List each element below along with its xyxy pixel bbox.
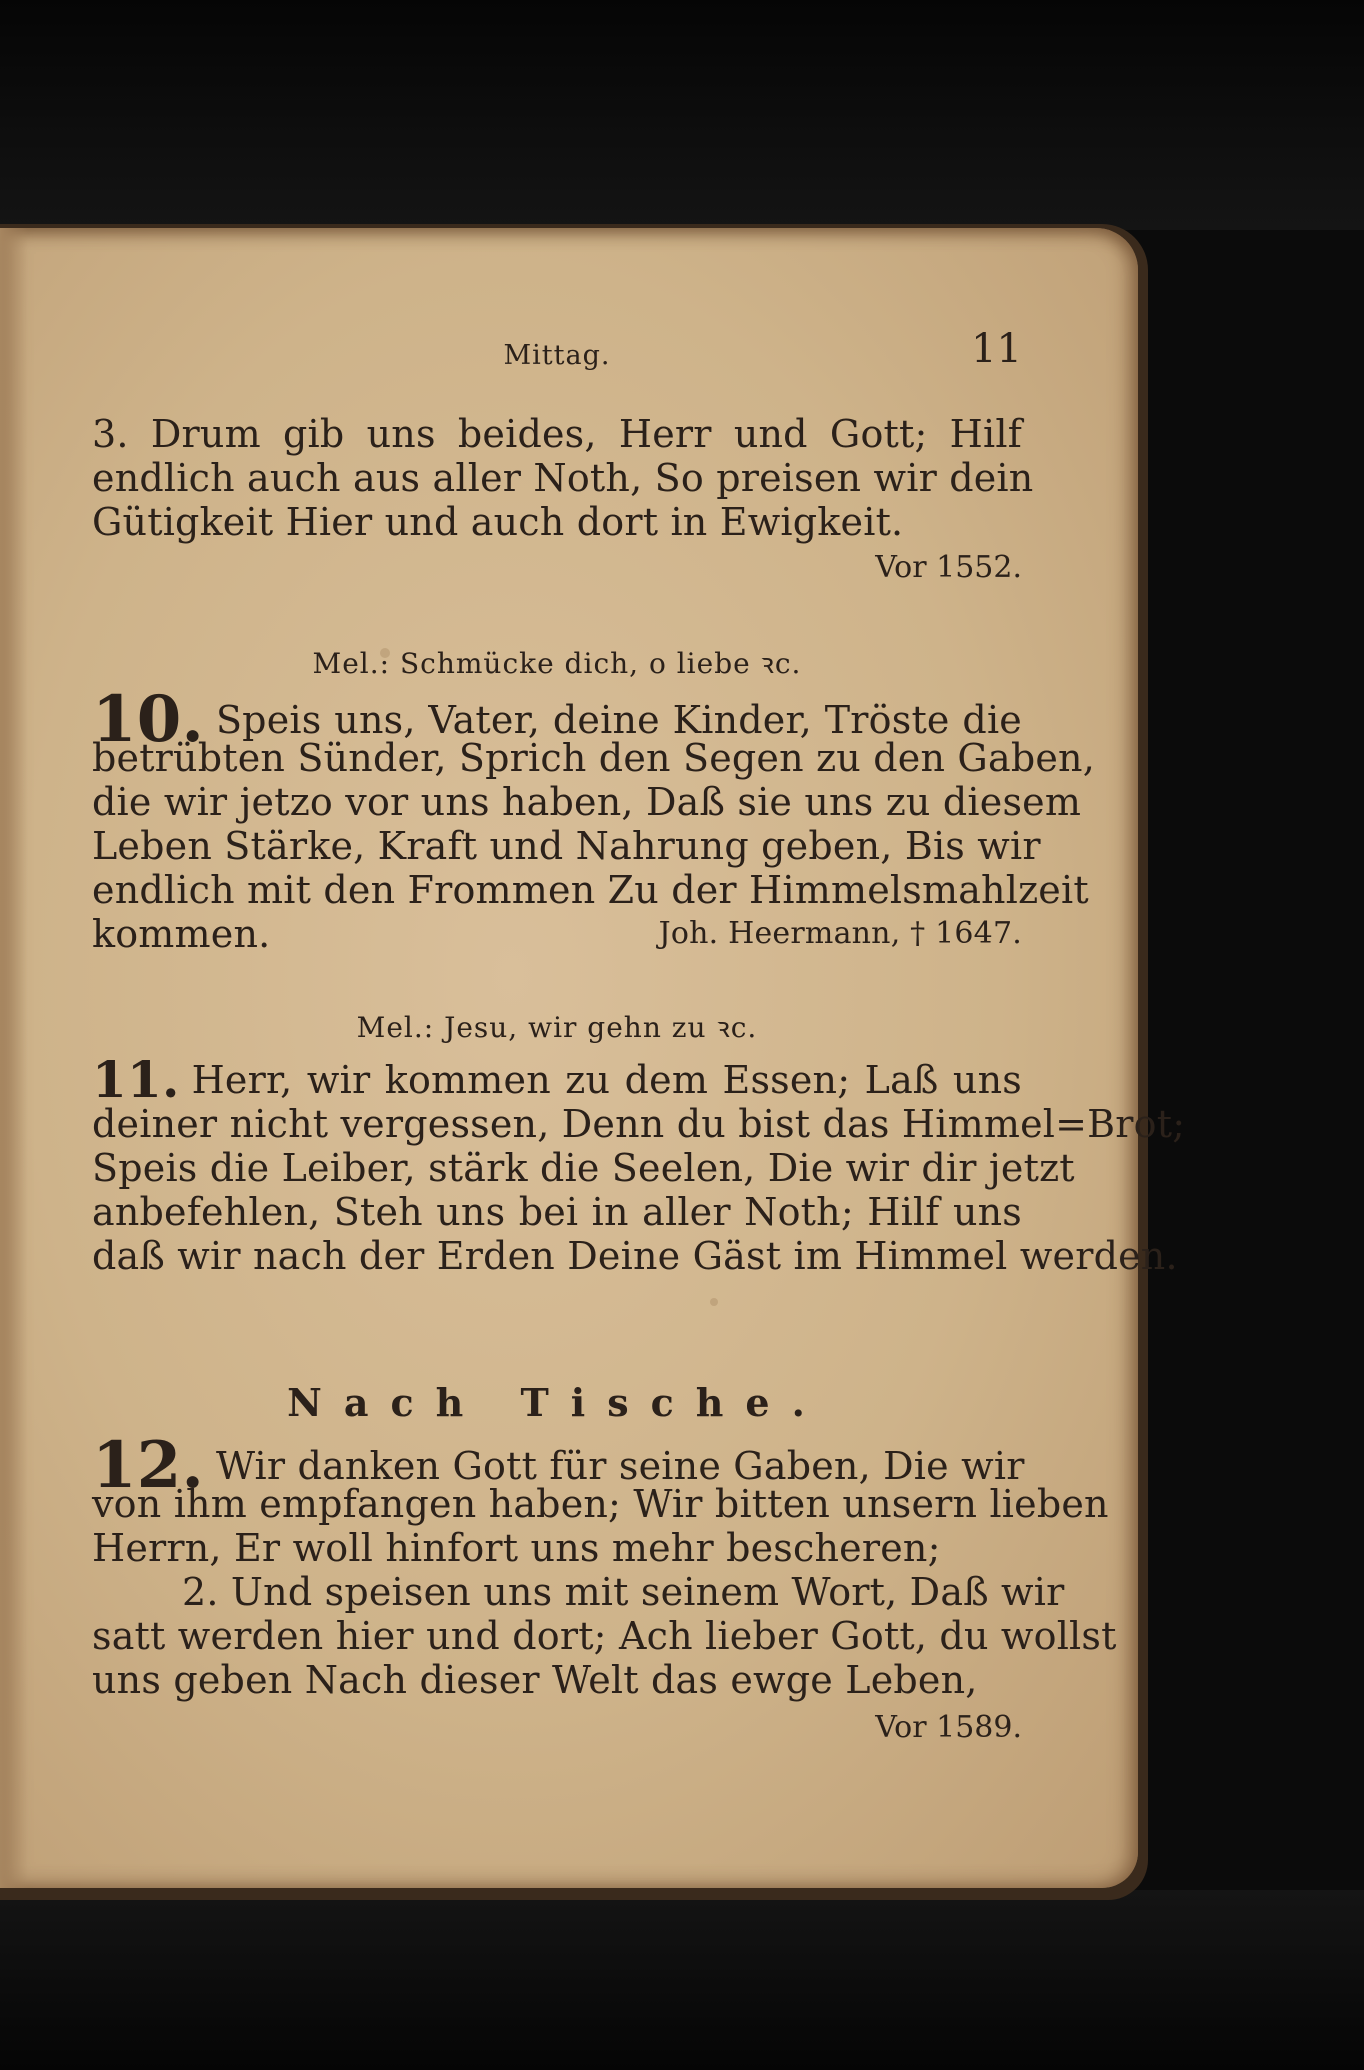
verse-line-first: [92, 1428, 1025, 1503]
verse-line-first: [92, 1050, 1022, 1109]
verse-line: Herrn, Er woll hinfort uns mehr bescheren;: [92, 1526, 941, 1570]
verse-line: endlich auch aus aller Noth, So preisen wir dein: [92, 456, 1034, 500]
verse-block-3: [92, 412, 1034, 588]
verse-line-text: kommen.: [92, 912, 271, 956]
verse-line: daß wir nach der Erden Deine Gäst im Himmel werden.: [92, 1234, 1178, 1278]
hymn-number: 11.: [92, 1050, 180, 1109]
verse-line: anbefehlen, Steh uns bei in aller Noth; Hilf uns: [92, 1190, 1022, 1234]
section-heading: Nach Tische.: [287, 1380, 827, 1425]
verse-line-text: Wir danken Gott für seine Gaben, Die wir: [215, 1444, 1025, 1488]
hymn-12: [92, 1378, 1117, 1748]
verse-line: 2. Und speisen uns mit seinem Wort, Daß wir: [182, 1570, 1065, 1614]
hymn-number: 12.: [92, 1428, 204, 1503]
running-header: [92, 326, 1022, 376]
attribution: Vor 1589.: [875, 1710, 1022, 1745]
verse-line: 3. Drum gib uns beides, Herr und Gott; Hilf: [92, 412, 1022, 456]
melody-note: Mel.: Jesu, wir gehn zu ꝛc.: [356, 1011, 758, 1044]
page-gutter: [0, 228, 28, 1888]
verse-line: betrübten Sünder, Sprich den Segen zu den Gaben,: [92, 736, 1095, 780]
attribution: Joh. Heermann, † 1647.: [658, 916, 1022, 951]
verse-line: satt werden hier und dort; Ach lieber Gott, du wollst: [92, 1614, 1117, 1658]
verse-line: die wir jetzo vor uns haben, Daß sie uns zu diesem: [92, 780, 1082, 824]
verse-line-text: Speis uns, Vater, deine Kinder, Tröste die: [215, 698, 1022, 742]
dark-background: [0, 0, 1364, 230]
verse-line-text: Herr, wir kommen zu dem Essen; Laß uns: [191, 1058, 1022, 1102]
paper-stain: [710, 1298, 718, 1306]
verse-line-first: [92, 682, 1022, 757]
verse-line-with-attribution: [92, 912, 1022, 956]
book-page: [0, 228, 1186, 1888]
verse-line: Gütigkeit Hier und auch dort in Ewigkeit.: [92, 500, 904, 544]
dark-background-bottom: [0, 1890, 1364, 2070]
hymn-number: 10.: [92, 682, 204, 757]
page-number: 11: [971, 326, 1022, 372]
attribution: Vor 1552.: [875, 550, 1022, 585]
verse-line: uns geben Nach dieser Welt das ewge Leben,: [92, 1658, 978, 1702]
running-title: Mittag.: [503, 340, 611, 371]
verse-line: von ihm empfangen haben; Wir bitten unsern lieben: [92, 1482, 1109, 1526]
hymn-10: [92, 644, 1095, 956]
melody-note: Mel.: Schmücke dich, o liebe ꝛc.: [312, 647, 802, 680]
verse-line: Leben Stärke, Kraft und Nahrung geben, Bis wir: [92, 824, 1041, 868]
verse-line: Speis die Leiber, stärk die Seelen, Die wir dir jetzt: [92, 1146, 1075, 1190]
verse-line: endlich mit den Frommen Zu der Himmelsmahlzeit: [92, 868, 1089, 912]
verse-line: deiner nicht vergessen, Denn du bist das Himmel=Brot;: [92, 1102, 1186, 1146]
hymn-11: [92, 1008, 1186, 1278]
